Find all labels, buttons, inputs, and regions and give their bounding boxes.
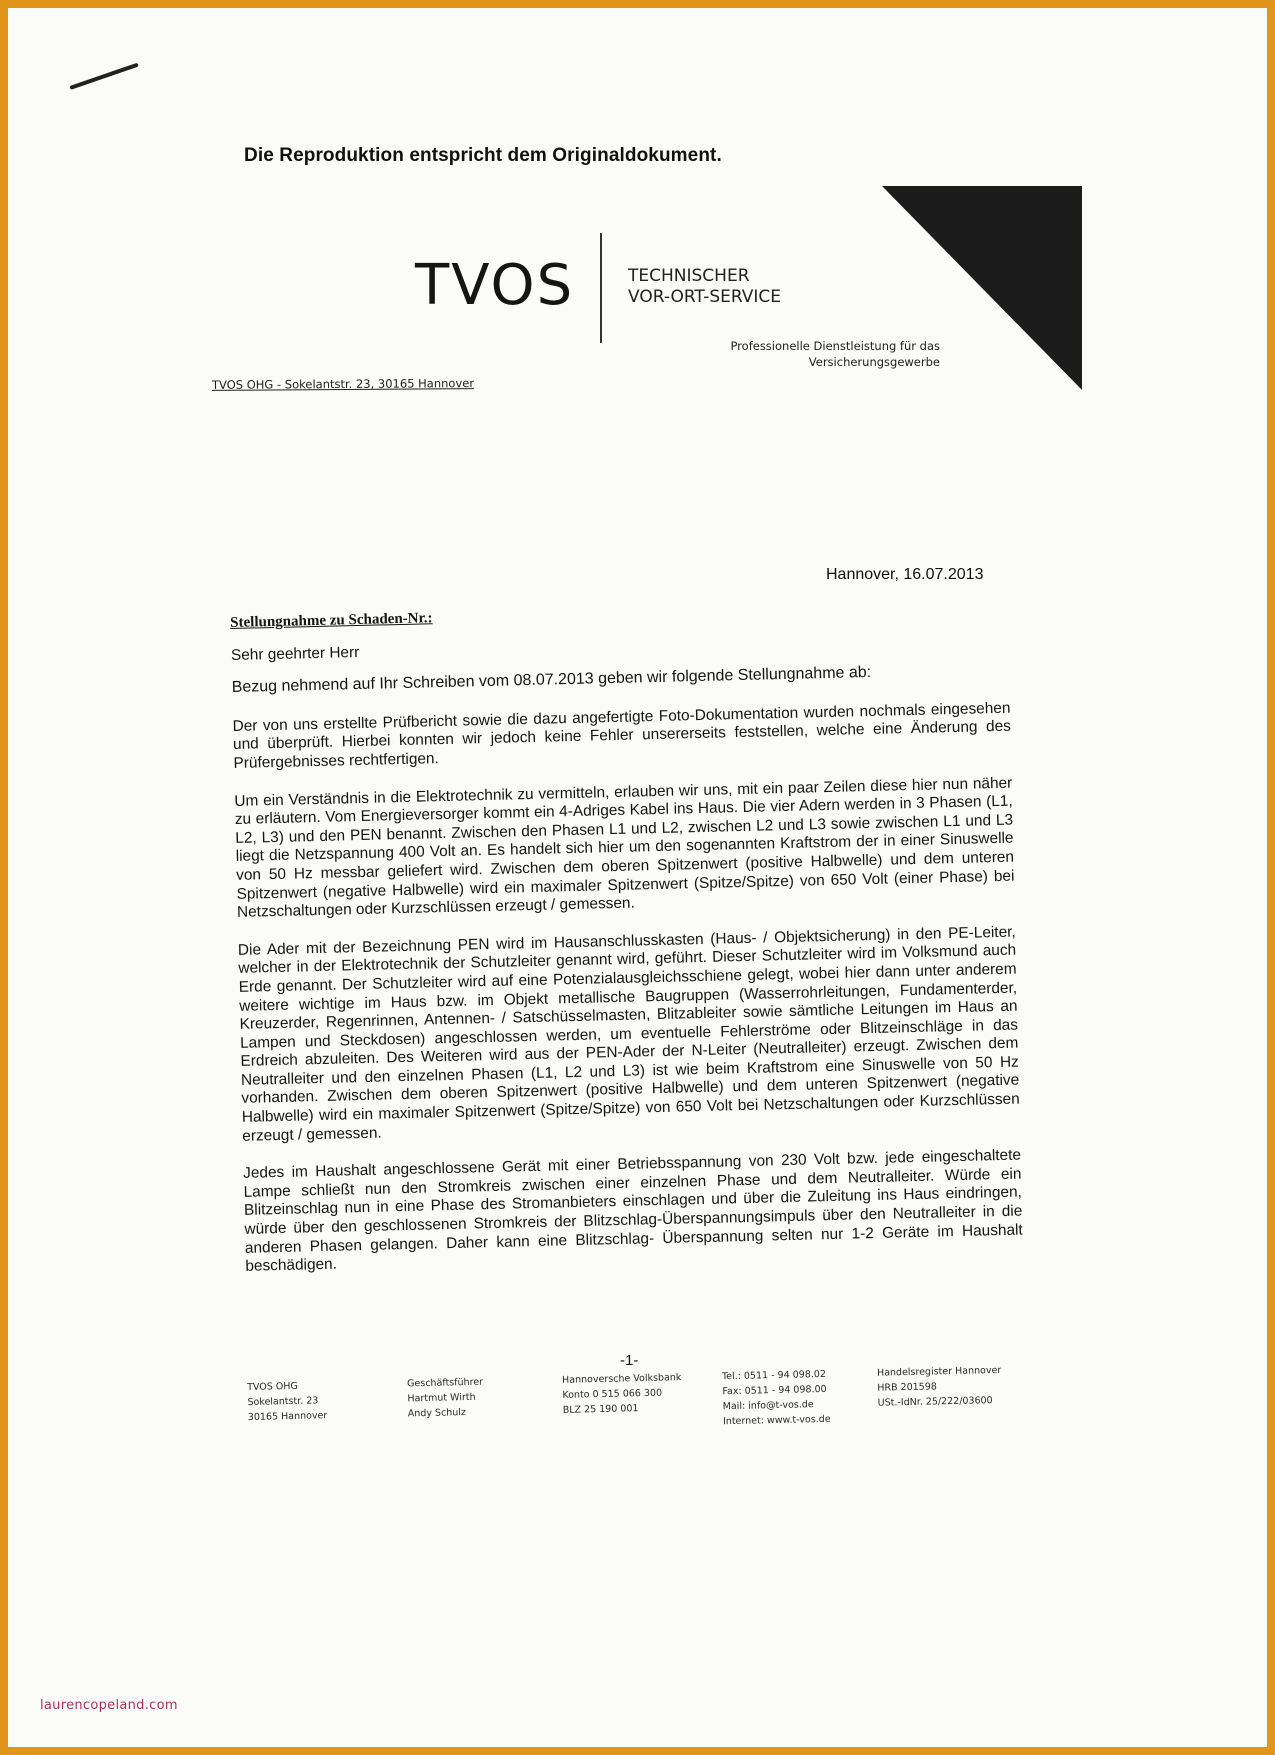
tagline-line2: Versicherungsgewerbe: [808, 355, 940, 369]
footer-company-line: Sokelantstr. 23: [247, 1395, 319, 1408]
footer-company: [247, 1378, 327, 1425]
source-watermark: laurencopeland.com: [40, 1698, 178, 1713]
page-number: -1-: [620, 1352, 639, 1369]
logo-divider: [600, 233, 602, 343]
letter-subject: Stellungnahme zu Schaden-Nr.:: [230, 610, 433, 631]
footer-company-line: TVOS OHG: [247, 1380, 298, 1393]
logo-subtitle-line2: VOR-ORT-SERVICE: [628, 287, 782, 307]
footer-company-line: 30165 Hannover: [247, 1410, 328, 1423]
footer-bank-line: Hannoversche Volksbank: [561, 1372, 682, 1386]
letter-paragraph: Um ein Verständnis in die Elektrotechnik zu vermitteln, erlauben wir uns, mit ein paar Zeilen diese hier nun näher zu erläutern. Vom Energieversorger kommt ein 4-Adriges Kabel ins Haus. Die vier Adern werden in 3 Phasen (L1, L2, L3) und den PEN benannt. Zwischen den Phasen L1 und L2, zwischen L2 und L3 sowie zwischen L1 und L3 liegt die Netzspannung 400 Volt an. Es handelt sich hier um den sogenannten Kraftstrom der in einer Sinuswelle von 50 Hz messbar geliefert wird. Zwischen dem oberen Spitzenwert (positive Halbwelle) und dem unteren Spitzenwert (negative Halbwelle) wird ein maximaler Spitzenwert (Spitze/Spitze) von 650 Volt (einer Phase) bei Netzschaltungen oder Kurzschlüssen erzeugt / gemessen.: [234, 774, 1015, 922]
sender-address-line: TVOS OHG - Sokelantstr. 23, 30165 Hannover: [211, 376, 475, 392]
footer-management-line: Geschäftsführer: [407, 1376, 484, 1390]
footer-contact: [722, 1367, 831, 1429]
footer-register-line: USt.-IdNr. 25/222/03600: [877, 1395, 993, 1409]
reproduction-note: Die Reproduktion entspricht dem Originaldokument.: [244, 145, 722, 166]
letter-paragraph: Jedes im Haushalt angeschlossene Gerät mit einer Betriebsspannung von 230 Volt bzw. jede eingeschaltete Lampe schließt nun den Stromkreis zwischen einer einzelnen Phase und dem Neutralleiter. Würde ein Blitzeinschlag nun in eine Phase des Stromanbieters einschlagen und über die Zuleitung ins Haus eindringen, würde über den geschlossenen Stromkreis der Blitzschlag-Überspannungsimpuls über den Neutralleiter in die anderen Phasen gelangen. Daher kann eine Blitzschlag- Überspannung selten nur 1-2 Geräte im Haushalt beschädigen.: [242, 1146, 1023, 1276]
footer-bank-line: BLZ 25 190 001: [562, 1403, 639, 1416]
footer-register-line: Handelsregister Hannover: [876, 1364, 1002, 1379]
footer-contact-line: Tel.: 0511 - 94 098.02: [721, 1368, 827, 1383]
footer-management-line: Andy Schulz: [407, 1407, 467, 1420]
letter-paragraph: Der von uns erstellte Prüfbericht sowie die dazu angefertigte Foto-Dokumentation wurden nochmals eingesehen und überprüft. Hierbei konnten wir jedoch keine Fehler unsererseits feststellen, welche eine Änderung des Prüfergebnisses rechtfertigen.: [232, 699, 1012, 772]
footer-register: [877, 1363, 1002, 1411]
letter-paragraph: Die Ader mit der Bezeichnung PEN wird im Hausanschlusskasten (Haus- / Objektsicherung) in den PE-Leiter, welcher in der Elektrotechnik der Schutzleiter genannt wird, geführt. Dieser Schutzleiter wird im Volksmund auch Erde genannt. Der Schutzleiter wird auf eine Potenzialausgleichsschiene gelegt, wobei hier dann unter anderem weitere wichtige im Haus bzw. im Objekt metallische Baugruppen (Wasserrohrleitungen, Fundamenterder, Kreuzerder, Regenrinnen, Antennen- / Satschüsselmasten, Blitzableiter sowie sämtliche Leitungen im Haus an Lampen und Steckdosen) angeschlossen werden, um eventuelle Fehlerströme oder Blitzeinschläge in das Erdreich abzuleiten. Des Weiteren wird aus der PEN-Ader der N-Leiter (Neutralleiter) erzeugt. Zwischen dem Neutralleiter und den einzelnen Phasen (L1, L2 und L3) ist wie beim Kraftstrom eine Sinuswelle von 50 Hz vorhanden. Zwischen dem oberen Spitzenwert (positive Halbwelle) und dem unteren Spitzenwert (negative Halbwelle) wird ein maximaler Spitzenwert (Spitze/Spitze) von 650 Volt bei Netzschaltungen oder Kurzschlüssen erzeugt / gemessen.: [237, 923, 1020, 1145]
place-date: Hannover, 16.07.2013: [826, 566, 984, 583]
footer-contact-line: Internet: www.t-vos.de: [722, 1413, 831, 1428]
footer-management-line: Hartmut Wirth: [407, 1391, 476, 1405]
company-logo-wordmark: TVOS: [415, 253, 575, 318]
footer-management: [407, 1375, 484, 1422]
footer-bank-line: Konto 0 515 066 300: [562, 1387, 663, 1401]
corner-triangle-graphic: [882, 186, 1082, 390]
logo-subtitle: [628, 266, 781, 308]
footer-bank: [562, 1370, 682, 1418]
logo-subtitle-line1: TECHNISCHER: [628, 266, 750, 286]
footer-contact-line: Fax: 0511 - 94 098.00: [722, 1383, 827, 1398]
letter-body: [230, 596, 1024, 1296]
tagline-line1: Professionelle Dienstleistung für das: [730, 339, 940, 353]
footer-register-line: HRB 201598: [877, 1381, 938, 1394]
letter-reference: Bezug nehmend auf Ihr Schreiben vom 08.07.2013 geben wir folgende Stellungnahme ab:: [231, 664, 872, 697]
letter-salutation: Sehr geehrter Herr: [230, 643, 360, 664]
footer-contact-line: Mail: info@t-vos.de: [722, 1399, 814, 1413]
